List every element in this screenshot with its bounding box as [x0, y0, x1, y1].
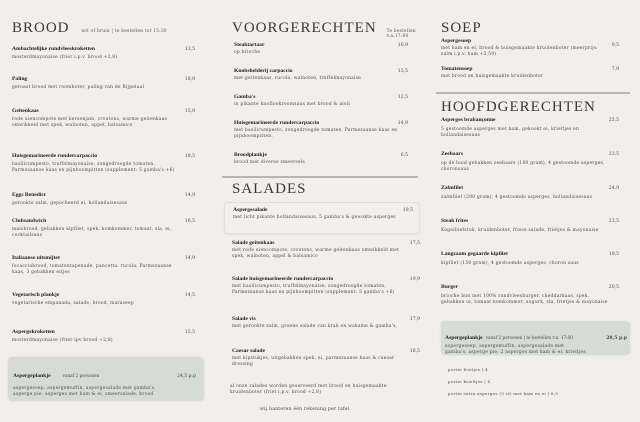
item-name: Gamba's [234, 94, 256, 100]
item-price: 16,5 [409, 349, 420, 354]
item-name: Salade vis [232, 316, 256, 322]
item-name: Eggs Benedict [12, 192, 46, 198]
item-price: 13,5 [397, 69, 408, 74]
item-name: Zeebaars [441, 151, 464, 157]
item-name: Aspergesalade [233, 207, 268, 213]
item-price: 23,5 [608, 219, 619, 224]
menu-item [234, 42, 420, 56]
item-desc: brioche bun met 100% rundvleesburger, cheddarkaas, spek, gebakken ui, tomaat komkommer, augurk, sla, frietjes & mayonaise [441, 294, 608, 306]
item-price: 25,5 [608, 118, 619, 123]
item-desc: aspergesoep, aspergemuffin, aspergesalade met gamba's, asperge pie, 2 asperges met ham & ei, krieltjes [445, 344, 586, 356]
item-price: 28,5 p.p [606, 336, 627, 341]
item-price: 24,5 p.p [176, 374, 196, 379]
voorgerechten-note: Te bestellen v.a.17:00 [386, 28, 416, 38]
item-desc: met gerookte zalm, groene salade van krab en wakame & gamba's, [232, 324, 398, 329]
menu-item [12, 255, 207, 277]
item-price: 18,9 [184, 77, 195, 82]
item-name: Knobshelderij carpaccio [234, 68, 293, 74]
item-desc: rode uiencompote met kersenjam, croutons, warme geitenkaas omwikkeld met spek, walnoten, appel, balsamico [12, 117, 168, 129]
item-desc: maisbrood, gebakken kipfilet, spek, komkommer, tomaat, sla, ei, cocktailsaus [12, 227, 172, 239]
item-desc: met basilicumpesto, zongedroogde tomaten, Parmezaanse kaas en pijnboompitten. [234, 128, 398, 140]
item-price: 7,9 [611, 67, 619, 72]
item-name: Steak frites [441, 218, 469, 224]
menu-item [441, 151, 631, 174]
item-desc: kipfilet (150 gram), 4 gestoomde asperges, choron saus [441, 261, 579, 266]
menu-item [232, 316, 422, 330]
extra-item: portie frietjes | 4 [448, 367, 488, 372]
menu-item [441, 251, 631, 267]
section-divider [222, 176, 418, 178]
aspergeplankje-brood-card [8, 357, 204, 401]
menu-item [12, 153, 207, 175]
menu-item [12, 46, 207, 61]
item-price: 16,9 [397, 43, 408, 48]
salades-header [232, 181, 307, 198]
menu-item [12, 218, 207, 240]
item-price: 23,5 [608, 152, 619, 157]
brood-header [12, 20, 212, 37]
menu-item [232, 276, 422, 297]
item-price: 19,9 [409, 277, 420, 282]
item-sub: vanaf 2 personen | te bestellen v.a. 17:00 [485, 335, 573, 340]
item-name: Zalmfilet [441, 185, 464, 191]
item-name: Aspergeplankje [445, 335, 483, 341]
item-name: Huisgemarineerde rundercarpaccio [12, 153, 98, 159]
item-price: 14,5 [184, 293, 195, 298]
item-name: Paling [12, 76, 28, 82]
brood-note: wit of bruin | te bestellen tot 15:30 [81, 28, 167, 33]
item-desc: geroast brood met roomboter, paling van de Rijpelaal [12, 85, 145, 90]
voorgerechten-header [232, 20, 432, 38]
brood-title: BROOD [12, 20, 70, 36]
menu-item [441, 66, 631, 80]
item-desc: met rode uiencompote, croutons, warme geitenkaas omwikkeld met spek, walnoten, appel & balsamico [232, 248, 400, 260]
item-price: 6,5 [400, 153, 408, 158]
item-desc: mosterdmayonaise (frier ipv brood +2,8) [12, 338, 113, 343]
item-desc: met brood en huisgemaakte kruidenboter [441, 74, 544, 79]
menu-item [12, 108, 207, 130]
item-price: 19,5 [402, 208, 413, 213]
hoofdgerechten-title: HOOFDGERECHTEN [441, 99, 596, 115]
hoofdgerechten-header [441, 99, 596, 116]
item-price: 13,5 [184, 47, 195, 52]
item-desc: met basilicumpesto, truffelmayonaise, zongedroogde tomaten, Parmezaanse kaas en pijnboompitten (supplement: 5 gamba's +6) [232, 284, 395, 296]
item-desc: met kipstukjes, uitgebakken spek, ei, parmezaanse kaas & caesar dressing [232, 356, 395, 368]
menu-item [234, 152, 420, 166]
item-price: 14,9 [184, 193, 195, 198]
item-name: Vegetarisch plankje [12, 292, 60, 298]
item-price: 18,5 [184, 154, 195, 159]
item-desc: Kogelbiefstuk, kruidenboter, frisse salade, frietjes & mayonaise [441, 228, 599, 233]
item-price: 16,5 [184, 219, 195, 224]
salades-title: SALADES [232, 181, 307, 197]
item-name: Salade geitenkaas [232, 240, 275, 246]
voorgerechten-title: VOORGERECHTEN [232, 20, 377, 36]
item-name: Steaktartaar [234, 42, 265, 48]
item-price: 17,5 [409, 241, 420, 246]
item-name: Asperges brabançonne [441, 117, 496, 123]
menu-item [234, 68, 420, 82]
salades-note: al onze salades worden geserveerd met brood en huisgemaakte kruidenboter (friet i.p.v. brood +2,8) [230, 384, 387, 396]
item-desc: 5 gestoomde asperges met ham, gekookt ei, krieltjes en hollandaisesaus [441, 127, 580, 139]
menu-item [234, 120, 420, 141]
item-name: Broodplankje [234, 152, 267, 158]
aspergesalade-card [224, 202, 420, 234]
extra-item: portie extra asperges (3 st) met ham en ei | 8,5 [448, 391, 559, 396]
item-desc: op de huid gebakken zeebaars (180 gram), 4 gestoomde asperges, choronsaus [441, 161, 605, 173]
item-price: 15,9 [184, 109, 195, 114]
item-name: Aspergesoep [441, 38, 472, 44]
item-desc: in pikante knoflookroomsaus met brood & aioli [234, 102, 351, 107]
item-desc: zalmfilet (200 gram), 4 gestoomde asperges, hollandaisesaus [441, 195, 593, 200]
menu-item [12, 292, 207, 307]
section-divider [436, 92, 630, 94]
item-name: Huisgemarineerde rundercarpaccio [234, 120, 320, 126]
item-desc: vegetarische empanada, salade, brood, maraseep [12, 301, 134, 306]
menu-item [441, 185, 631, 201]
item-name: Salade huisgemarineerde rundercarpaccio [232, 276, 334, 282]
menu-item [232, 240, 422, 261]
item-name: Aspergekroketten [12, 329, 55, 335]
menu-item [12, 329, 207, 344]
aspergeplankje-hoofd-card [441, 321, 630, 355]
item-price: 19,5 [608, 252, 619, 257]
item-name: Aspergeplankje [13, 373, 51, 379]
item-name: Clubsandwich [12, 218, 47, 224]
item-price: 15,5 [184, 330, 195, 335]
item-name: Langzaam gegaarde kipfilet [441, 251, 508, 257]
item-name: Italiaanse uitsmijter [12, 255, 61, 261]
item-desc: op brioche [234, 50, 261, 55]
item-desc: met ham en ei, brood & huisgemaakte kruidenboter (meerprijs: zalm i.p.v. ham +2,50) [441, 46, 598, 58]
item-desc: basilicumpesto, truffelmayonaise, zongedroogde tomaten, Parmezaanse kaas en pijnboompitten (supplement: 5 gamba's +6) [12, 162, 175, 174]
extra-item: portie krieltjes | 4 [448, 379, 491, 384]
menu-item [441, 117, 631, 140]
item-name: Ambachtelijke rundvleeskroketten [12, 46, 96, 52]
item-price: 12,5 [397, 95, 408, 100]
item-desc: gerookte zalm, gepocheerd ei, hollandaisesaus [12, 201, 128, 206]
item-sub: vanaf 2 personen [62, 373, 100, 378]
menu-item [441, 218, 631, 234]
menu-item [441, 284, 631, 307]
item-price: 20,5 [608, 285, 619, 290]
item-desc: aspergesoep, aspergemuffin, aspergesalade met gamba's, asperge pie, asperges met ham & ei, smeersalade, brood [13, 386, 156, 398]
menu-item [12, 76, 207, 91]
item-desc: met licht pikante hollandaisesaus, 5 gamba's & gewokte asperges [233, 215, 396, 220]
item-desc: mosterdmayonaise (frier i.p.v. brood +2,8) [12, 55, 118, 60]
item-name: Tomatensoep [441, 66, 473, 72]
item-price: 24,9 [608, 186, 619, 191]
item-desc: brood met diverse smeersels [234, 160, 305, 165]
item-name: Geitenkaas [12, 108, 39, 114]
item-desc: met geitenkaas, rucola, walnoten, truffelmayonaise [234, 76, 361, 81]
item-name: Caesar salade [232, 348, 265, 354]
soep-title: SOEP [441, 20, 482, 36]
menu-item [12, 192, 207, 207]
item-price: 14,9 [397, 121, 408, 126]
menu-item [441, 38, 631, 59]
item-price: 9,5 [611, 43, 619, 48]
soep-header [441, 20, 482, 37]
menu-item [232, 348, 422, 369]
item-price: 14,9 [184, 256, 195, 261]
item-price: 17,9 [409, 317, 420, 322]
item-name: Burger [441, 284, 459, 290]
menu-item [234, 94, 420, 108]
footer-note: wij hanteren één rekening per tafel [260, 407, 350, 412]
item-desc: focacciabrood, tomatentapenade, pancetta, rucola, Parmezaanse kaas, 3 gebakken eitjes [12, 264, 172, 276]
